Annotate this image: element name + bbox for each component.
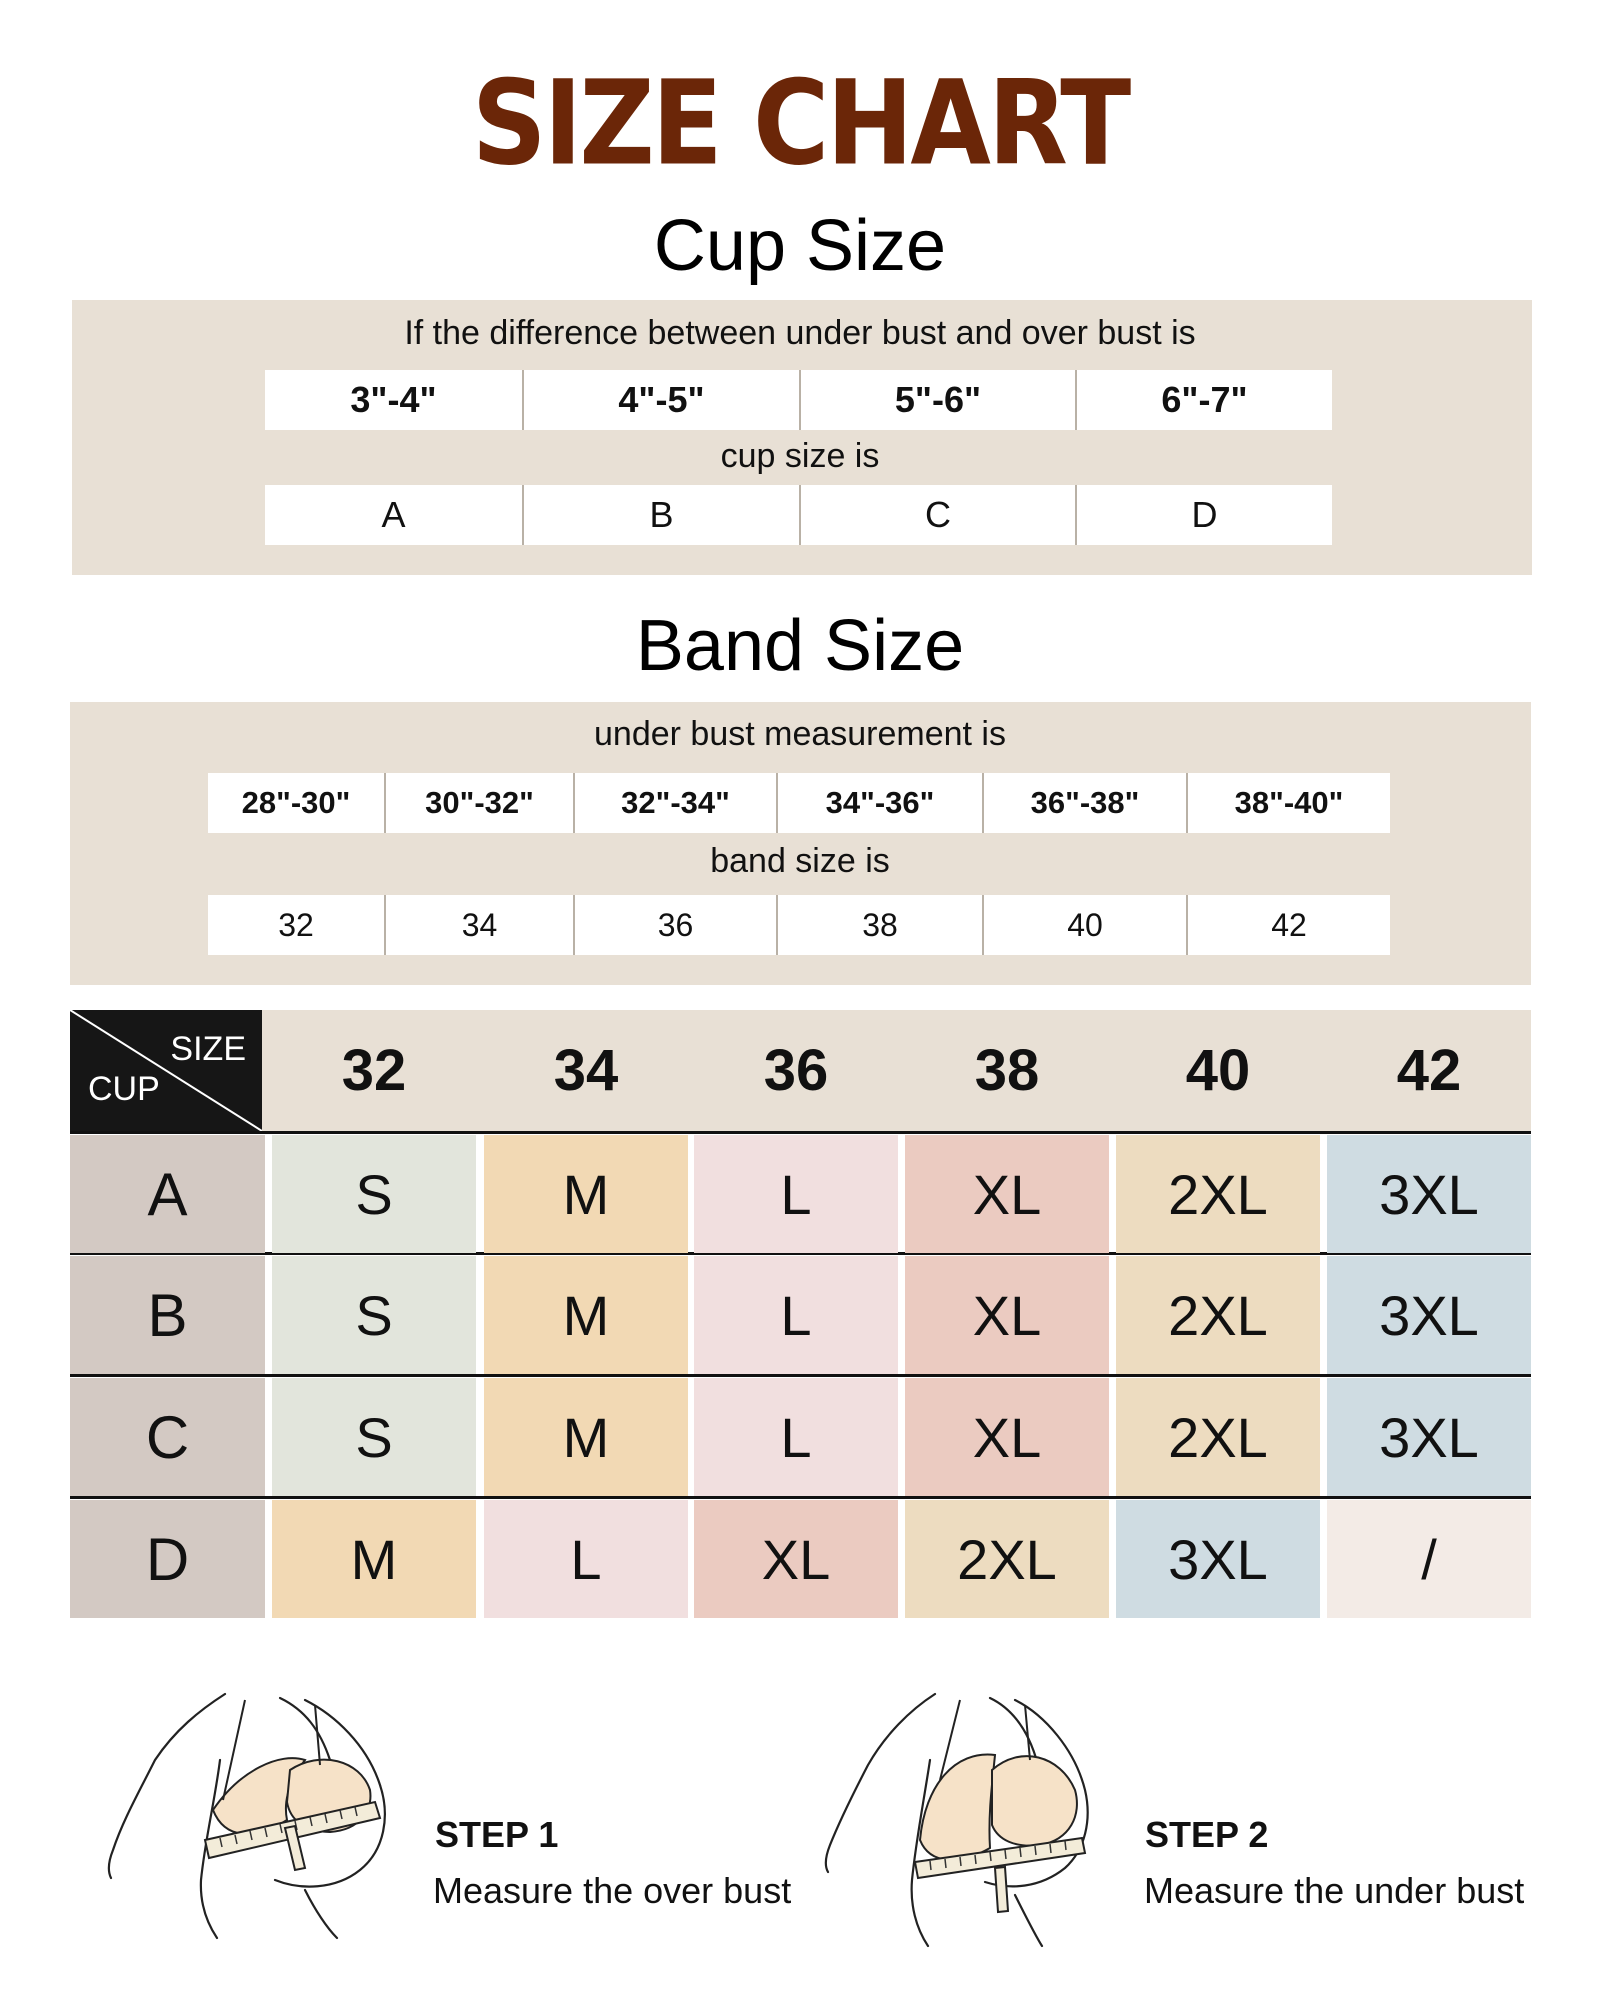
over-bust-illustration bbox=[105, 1690, 395, 1940]
cup-size-heading: Cup Size bbox=[653, 206, 947, 286]
size-cell: S bbox=[272, 1256, 476, 1374]
row-divider bbox=[70, 1131, 1531, 1134]
size-grid-corner bbox=[70, 1010, 262, 1131]
size-cell: XL bbox=[694, 1500, 898, 1618]
size-cell: M bbox=[484, 1256, 688, 1374]
difference-row bbox=[265, 370, 1332, 430]
band-cell: 34 bbox=[384, 895, 573, 955]
measurement-cell: 32"-34" bbox=[573, 773, 776, 833]
step-1-title: STEP 1 bbox=[435, 1814, 559, 1855]
measurement-cell: 34"-36" bbox=[776, 773, 982, 833]
size-cell: / bbox=[1327, 1500, 1531, 1618]
under-bust-illustration bbox=[820, 1690, 1110, 1950]
difference-cell: 3"-4" bbox=[350, 379, 437, 420]
band-cell: 32 bbox=[278, 906, 314, 943]
step-2-title: STEP 2 bbox=[1145, 1814, 1269, 1855]
measurement-cell: 38"-40" bbox=[1186, 773, 1390, 833]
size-cell: L bbox=[694, 1256, 898, 1374]
size-cell: S bbox=[272, 1135, 476, 1253]
cup-row-header: A bbox=[70, 1135, 265, 1253]
measurement-row bbox=[208, 773, 1390, 833]
step-2-text: Measure the under bust bbox=[1144, 1870, 1525, 1911]
band-size-intro: under bust measurement is bbox=[594, 715, 1006, 753]
band-column-header: 38 bbox=[974, 1038, 1040, 1103]
corner-cup-label: CUP bbox=[88, 1070, 160, 1108]
size-cell: XL bbox=[905, 1256, 1109, 1374]
row-divider bbox=[70, 1374, 1531, 1377]
cup-row-header: D bbox=[70, 1500, 265, 1618]
measurement-cell: 28"-30" bbox=[241, 785, 351, 820]
page-title: SIZE CHART bbox=[471, 54, 1129, 192]
cup-size-intro: If the difference between under bust and over bust is bbox=[404, 314, 1196, 352]
cup-row-header: C bbox=[70, 1378, 265, 1496]
difference-cell: 4"-5" bbox=[522, 370, 799, 430]
size-cell: XL bbox=[905, 1135, 1109, 1253]
band-row bbox=[208, 895, 1390, 955]
size-cell: M bbox=[272, 1500, 476, 1618]
size-cell: L bbox=[484, 1500, 688, 1618]
band-size-heading: Band Size bbox=[635, 606, 965, 686]
size-cell: XL bbox=[905, 1378, 1109, 1496]
cup-row bbox=[265, 485, 1332, 545]
size-cell: 2XL bbox=[1116, 1256, 1320, 1374]
size-cell: 3XL bbox=[1327, 1378, 1531, 1496]
band-cell: 40 bbox=[982, 895, 1186, 955]
cup-cell: B bbox=[522, 485, 799, 545]
size-cell: 3XL bbox=[1327, 1256, 1531, 1374]
cup-cell: D bbox=[1075, 485, 1332, 545]
size-cell: 2XL bbox=[905, 1500, 1109, 1618]
cup-result-label: cup size is bbox=[720, 437, 880, 475]
band-column-header: 32 bbox=[341, 1038, 407, 1103]
cup-cell: C bbox=[799, 485, 1075, 545]
band-column-header: 40 bbox=[1185, 1038, 1251, 1103]
cup-cell: A bbox=[381, 494, 406, 535]
band-cell: 38 bbox=[776, 895, 982, 955]
band-cell: 42 bbox=[1186, 895, 1390, 955]
band-cell: 36 bbox=[573, 895, 776, 955]
band-result-label: band size is bbox=[710, 842, 890, 880]
size-cell: 2XL bbox=[1116, 1378, 1320, 1496]
size-cell: 3XL bbox=[1327, 1135, 1531, 1253]
difference-cell: 6"-7" bbox=[1075, 370, 1332, 430]
corner-size-label: SIZE bbox=[170, 1030, 246, 1068]
measurement-cell: 30"-32" bbox=[384, 773, 573, 833]
row-divider bbox=[70, 1496, 1531, 1499]
size-cell: 2XL bbox=[1116, 1135, 1320, 1253]
band-column-header: 42 bbox=[1396, 1038, 1462, 1103]
band-column-header: 34 bbox=[553, 1038, 619, 1103]
size-cell: L bbox=[694, 1135, 898, 1253]
step-1-text: Measure the over bust bbox=[433, 1870, 792, 1911]
size-cell: S bbox=[272, 1378, 476, 1496]
difference-cell: 5"-6" bbox=[799, 370, 1075, 430]
size-cell: M bbox=[484, 1135, 688, 1253]
size-cell: L bbox=[694, 1378, 898, 1496]
size-cell: M bbox=[484, 1378, 688, 1496]
cup-row-header: B bbox=[70, 1256, 265, 1374]
band-column-header: 36 bbox=[763, 1038, 829, 1103]
measurement-cell: 36"-38" bbox=[982, 773, 1186, 833]
size-cell: 3XL bbox=[1116, 1500, 1320, 1618]
